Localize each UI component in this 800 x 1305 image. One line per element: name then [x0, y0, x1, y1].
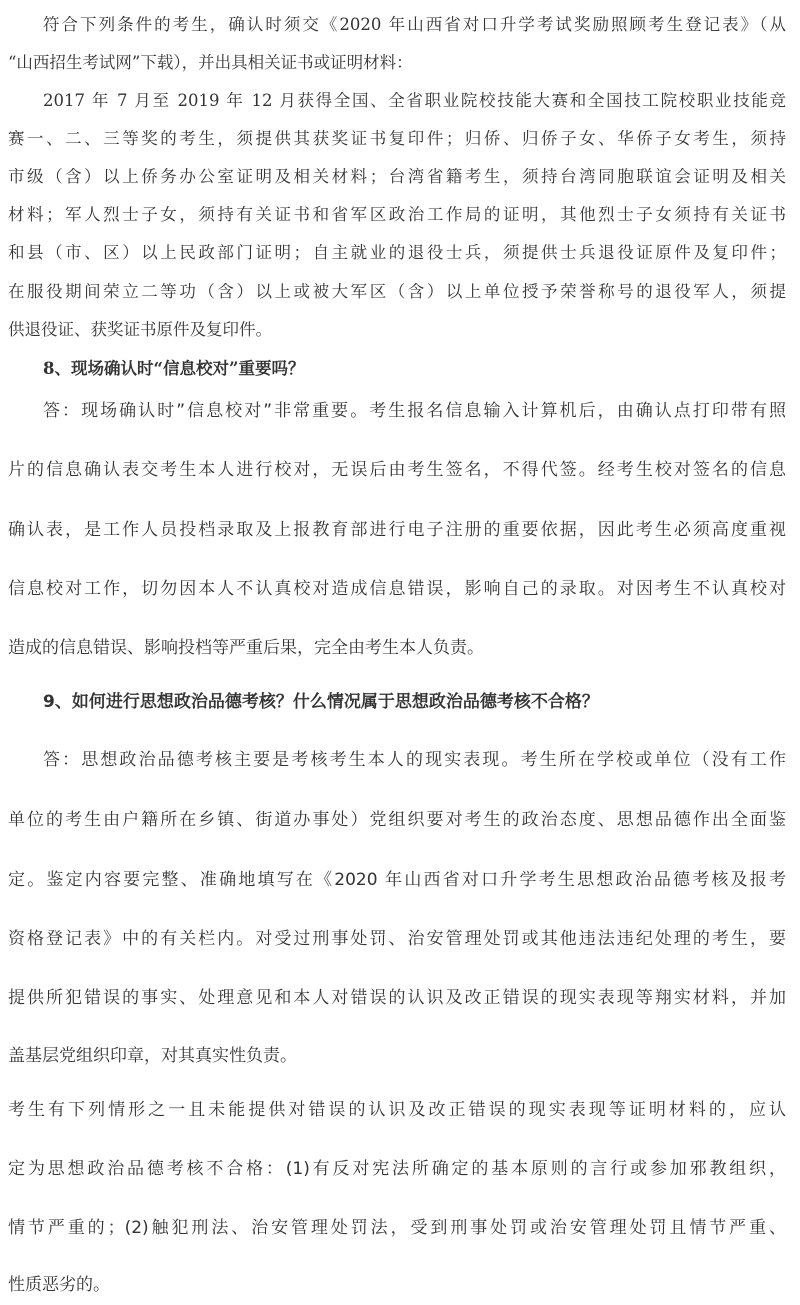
q9-fail-line: 定为思想政治品德考核不合格：(1)有反对宪法所确定的基本原则的言行或参加邪教组织， [8, 1159, 786, 1179]
paragraph-line: 2017 年 7 月至 2019 年 12 月获得全国、全省职业院校技能大赛和全国技工院校职业技能竞 [43, 91, 786, 110]
q8-question: 8、现场确认时“信息校对”重要吗？ [43, 359, 305, 378]
q9-answer-line: 资格登记表》中的有关栏内。对受过刑事处罚、治安管理处罚或其他违法违纪处理的考生，要 [8, 929, 786, 949]
q9-fail-line: 性质恶劣的。 [8, 1275, 110, 1295]
q9-fail-line: 考生有下列情形之一且未能提供对错误的认识及改正错误的现实表现等证明材料的，应认 [8, 1100, 786, 1120]
q9-answer-line: 单位的考生由户籍所在乡镇、街道办事处）党组织要对考生的政治态度、思想品德作出全面鉴 [8, 810, 786, 830]
q9-answer-line: 提供所犯错误的事实、处理意见和本人对错误的认识及改正错误的现实表现等翔实材料，并加 [8, 988, 786, 1008]
paragraph-line: 在服役期间荣立二等功（含）以上或被大军区（含）以上单位授予荣誉称号的退役军人，须提 [8, 282, 786, 301]
q8-answer-line: 造成的信息错误、影响投档等严重后果，完全由考生本人负责。 [8, 638, 484, 658]
q8-answer-line: 答：现场确认时”信息校对”非常重要。考生报名信息输入计算机后，由确认点打印带有照 [43, 401, 786, 421]
paragraph-line: 材料；军人烈士子女，须持有关证书和省军区政治工作局的证明，其他烈士子女须持有关证书 [8, 205, 786, 224]
paragraph-line: “山西招生考试网”下载），并出具相关证书或证明材料： [8, 53, 413, 72]
q8-answer-line: 片的信息确认表交考生本人进行校对，无误后由考生签名，不得代签。经考生校对签名的信息 [8, 460, 786, 480]
q8-answer-line: 信息校对工作，切勿因本人不认真校对造成信息错误，影响自己的录取。对因考生不认真校对 [8, 579, 786, 599]
paragraph-line: 市级（含）以上侨务办公室证明及相关材料；台湾省籍考生，须持台湾同胞联谊会证明及相关 [8, 167, 786, 186]
q9-answer-line: 定。鉴定内容要完整、准确地填写在《2020 年山西省对口升学考生思想政治品德考核及报考 [8, 870, 786, 890]
paragraph-line: 和县（市、区）以上民政部门证明；自主就业的退役士兵，须提供士兵退役证原件及复印件； [8, 243, 786, 262]
q8-answer-line: 确认表，是工作人员投档录取及上报教育部进行电子注册的重要依据，因此考生必须高度重视 [8, 520, 786, 540]
q9-fail-line: 情节严重的；(2)触犯刑法、治安管理处罚法，受到刑事处罚或治安管理处罚且情节严重、 [8, 1218, 786, 1238]
paragraph-line: 赛一、二、三等奖的考生，须提供其获奖证书复印件；归侨、归侨子女、华侨子女考生，须持 [8, 129, 786, 148]
paragraph-line: 供退役证、获奖证书原件及复印件。 [8, 320, 272, 339]
paragraph-line: 符合下列条件的考生，确认时须交《2020 年山西省对口升学考试奖励照顾考生登记表》（从 [43, 15, 786, 34]
q9-answer-line: 答：思想政治品德考核主要是考核考生本人的现实表现。考生所在学校或单位（没有工作 [43, 750, 786, 770]
q9-answer-line: 盖基层党组织印章，对其真实性负责。 [8, 1046, 297, 1066]
q9-question: 9、如何进行思想政治品德考核？什么情况属于思想政治品德考核不合格？ [43, 692, 599, 712]
